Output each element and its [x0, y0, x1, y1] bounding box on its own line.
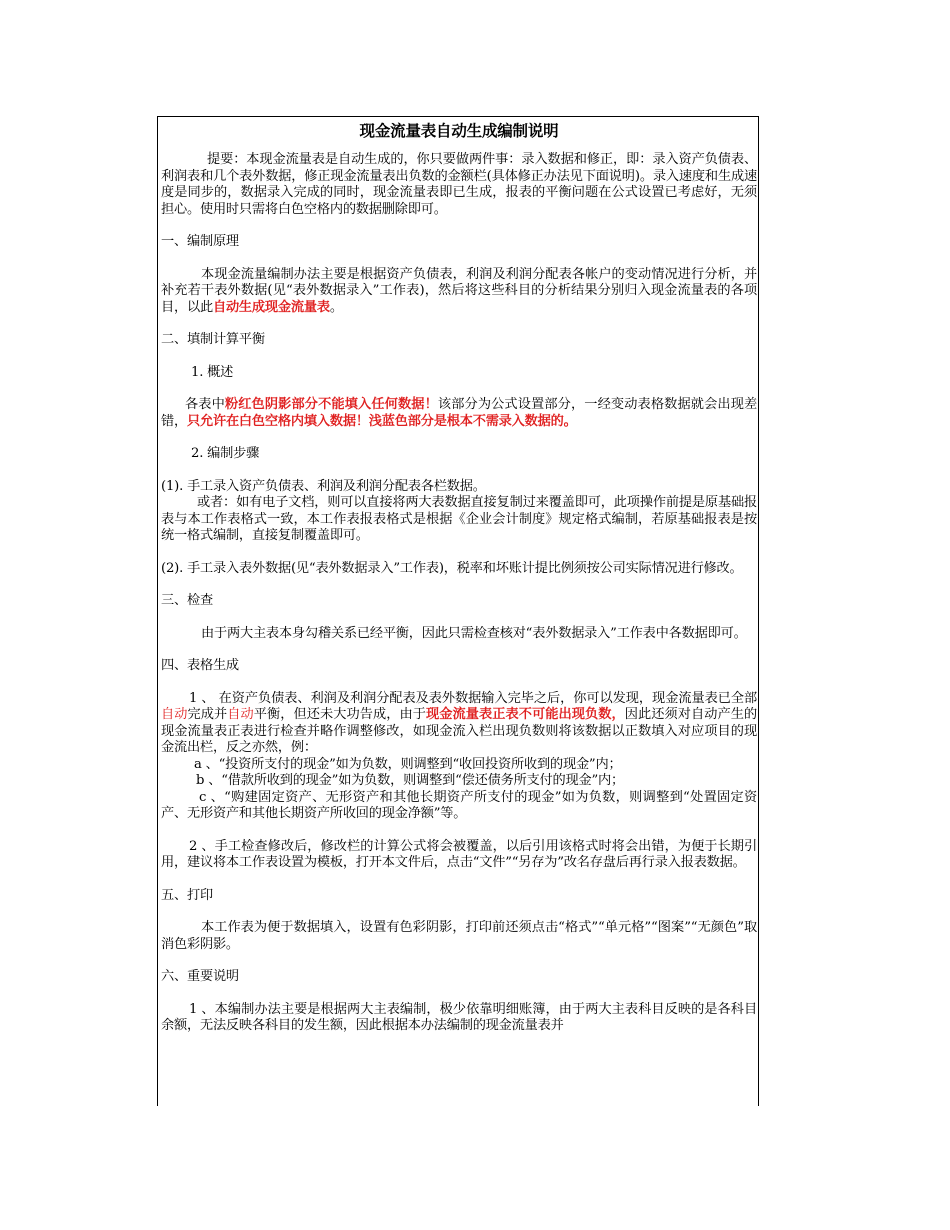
auto-generate-highlight: 自动生成现金流量表 [212, 299, 330, 315]
overview-paragraph: 各表中粉红色阴影部分不能填入任何数据！该部分为公式设置部分，一经变动表格数据就会出现差错，只允许在白色空格内填入数据！浅蓝色部分是根本不需录入数据的。 [161, 397, 757, 429]
intro-paragraph: 提要：本现金流量表是自动生成的，你只要做两件事：录入数据和修正，即：录入资产负债表、利润表和几个表外数据，修正现金流量表出负数的金额栏(具体修正办法见下面说明)。录入速度和生成速度是同步的，数据录入完成的同时，现金流量表即已生成，报表的平衡问题在公式设置已考虑好，无须担心。使用时只需将白色空格内的数据删除即可。 [161, 152, 757, 217]
principle-paragraph: 本现金流量编制办法主要是根据资产负债表，利润及利润分配表各帐户的变动情况进行分析，并补充若干表外数据(见“表外数据录入”工作表)，然后将这些科目的分析结果分别归入现金流量表的各项目，以此自动生成现金流量表。 [161, 266, 757, 315]
section-heading-check: 三、检查 [161, 593, 213, 608]
step-1-alternative: 或者：如有电子文档，则可以直接将两大表数据直接复制过来覆盖即可，此项操作前提是原基础报表与本工作表格式一致，本工作表报表格式是根据《企业会计制度》规定格式编制，若原基础报表是按统一格式编制，直接复制覆盖即可。 [161, 495, 757, 543]
pink-area-warning: 粉红色阴影部分不能填入任何数据！ [224, 397, 438, 412]
example-item-c: c 、“购建固定资产、无形资产和其他长期资产所支付的现金”如为负数，则调整到“处置固定资产、无形资产和其他长期资产所收回的现金净额”等。 [161, 789, 757, 821]
section-heading-print: 五、打印 [161, 887, 213, 903]
section-heading-principle: 一、编制原理 [161, 234, 239, 249]
generation-paragraph-2: 2 、手工检查修改后，修改栏的计算公式将会被覆盖，以后引用该格式时将会出错，为便于长期引用，建议将本工作表设置为模板，打开本文件后，点击“文件”“另存为”改名存盘后再行录入报表数据。 [161, 838, 757, 870]
section-heading-generation: 四、表格生成 [161, 658, 239, 673]
subheading-steps: 2. 编制步骤 [191, 446, 260, 461]
document-sheet [157, 116, 759, 1106]
page-title: 现金流量表自动生成编制说明 [359, 122, 559, 140]
print-paragraph: 本工作表为便于数据填入，设置有色彩阴影，打印前还须点击“格式”“单元格”“图案”“无颜色”取消色彩阴影。 [161, 920, 757, 952]
no-negative-warning: 现金流量表正表不可能出现负数， [426, 707, 625, 722]
white-cell-instruction: 只允许在白色空格内填入数据！浅蓝色部分是根本不需录入数据的。 [186, 413, 577, 429]
check-paragraph: 由于两大主表本身勾稽关系已经平衡，因此只需检查核对“表外数据录入”工作表中各数据即可。 [201, 625, 747, 641]
example-item-a: a 、“投资所支付的现金”如为负数，则调整到“收回投资所收到的现金”内； [194, 756, 622, 772]
step-1: (1). 手工录入资产负债表、利润及利润分配表各栏数据。 [161, 478, 486, 494]
example-item-b: b 、“借款所收到的现金”如为负数，则调整到“偿还债务所支付的现金”内； [196, 773, 625, 788]
generation-paragraph-1: 1 、 在资产负债表、利润及利润分配表及表外数据输入完毕之后，你可以发现，现金流量表已全部自动完成并自动平衡，但还未大功告成，由于现金流量表正表不可能出现负数，因此还须对自动产生的现金流量表正表进行检查并略作调整修改，如现金流入栏出现负数则将该数据以正数填入对应项目的现金流出栏，反之亦然，例： [161, 690, 757, 755]
subheading-overview: 1. 概述 [191, 364, 234, 380]
step-2: (2). 手工录入表外数据(见“表外数据录入”工作表)，税率和坏账计提比例须按公司实际情况进行修改。 [161, 560, 743, 576]
important-paragraph: 1 、本编制办法主要是根据两大主表编制，极少依靠明细账簿，由于两大主表科目反映的是各科目余额，无法反映各科目的发生额，因此根据本办法编制的现金流量表并 [161, 1001, 757, 1033]
section-heading-important: 六、重要说明 [161, 969, 239, 984]
section-heading-balance: 二、填制计算平衡 [161, 332, 265, 347]
